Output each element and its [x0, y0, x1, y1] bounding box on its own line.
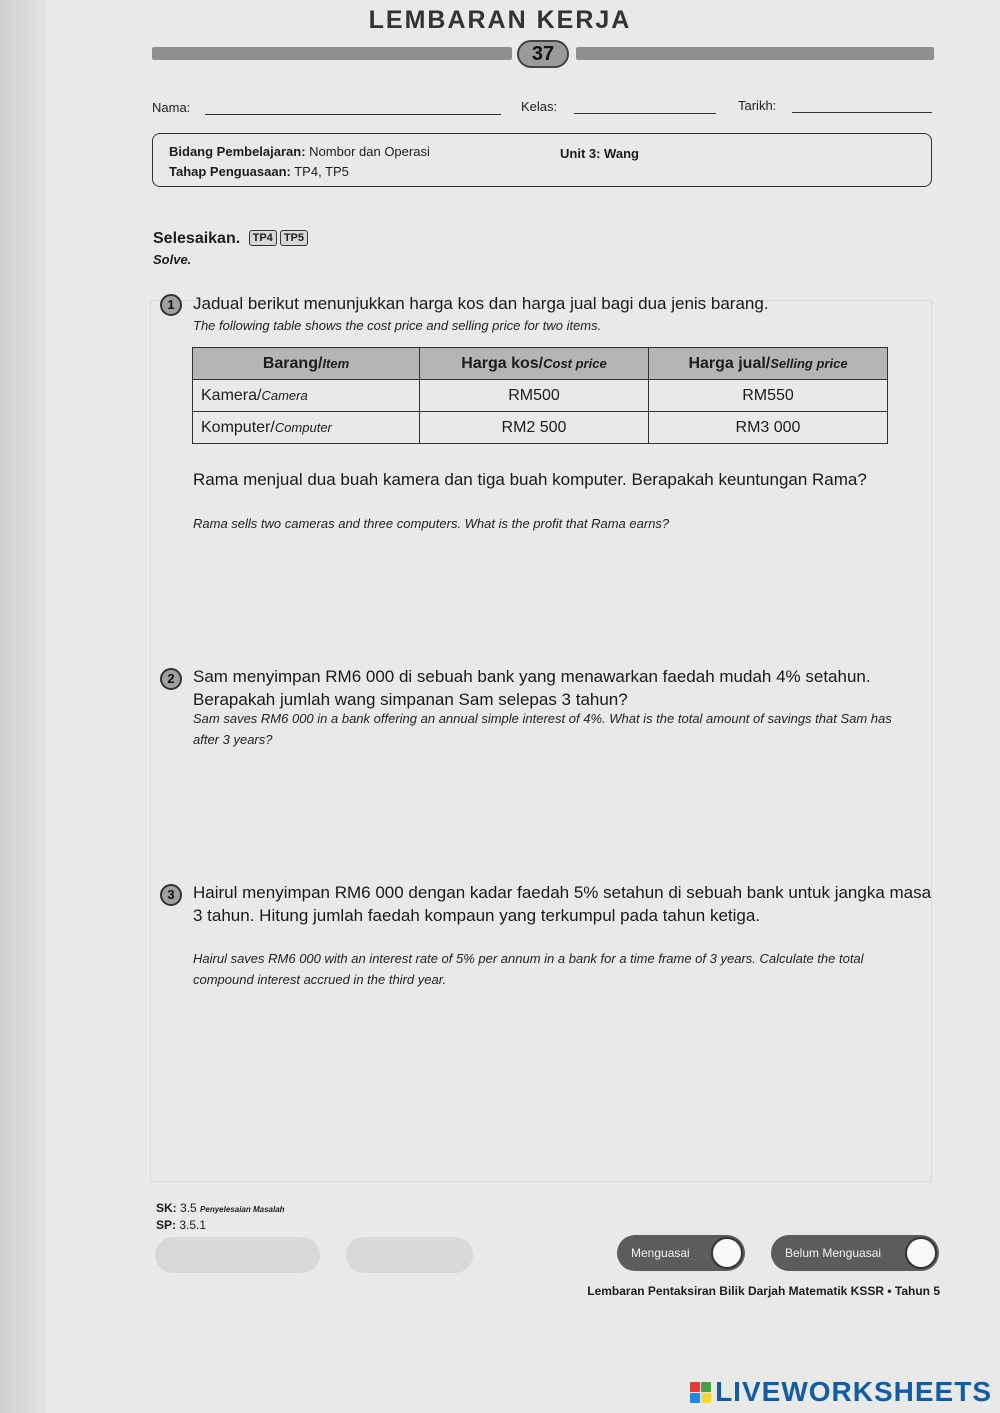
bidang-value: Nombor dan Operasi: [309, 144, 430, 159]
book-footer: Lembaran Pentaksiran Bilik Darjah Matematik KSSR • Tahun 5: [587, 1284, 940, 1298]
instruction-ms: Selesaikan.: [153, 230, 241, 247]
table-cell-cost: RM2 500: [420, 412, 649, 444]
worksheet-title: LEMBARAN KERJA: [368, 6, 632, 34]
instruction-heading: [153, 230, 308, 248]
question-2-text-en: Sam saves RM6 000 in a bank offering an annual simple interest of 4%. What is the total amount of savings that Sam has after 3 years?: [193, 711, 892, 747]
kelas-label: Kelas:: [521, 99, 558, 114]
question-3-text-en: Hairul saves RM6 000 with an interest rate of 5% per annum in a bank for a time frame of 3 years. Calculate the total compound interest accrued in the third year.: [193, 951, 864, 987]
table-cell-cost: RM500: [420, 380, 649, 412]
question-1-prompt-ms: Rama menjual dua buah kamera dan tiga buah komputer. Berapakah keuntungan Rama?: [193, 470, 867, 489]
tahap-label: Tahap Penguasaan:: [169, 164, 291, 179]
liveworksheets-text: LIVEWORKSHEETS: [715, 1376, 992, 1407]
belum-menguasai-button[interactable]: [771, 1235, 939, 1271]
belum-menguasai-checkbox[interactable]: [905, 1237, 937, 1269]
nama-label: Nama:: [152, 100, 191, 115]
liveworksheets-icon: [690, 1382, 711, 1403]
table-cell-item: Komputer/Computer: [193, 412, 420, 444]
question-3-answer-area[interactable]: [193, 1000, 913, 1170]
table-row: [193, 380, 888, 412]
belum-menguasai-label: Belum Menguasai: [785, 1246, 882, 1260]
question-1-number: 1: [160, 294, 182, 316]
table-header-row: [193, 348, 888, 380]
table-header-cost: Harga kos/Cost price: [420, 348, 649, 380]
question-2-text-ms: Sam menyimpan RM6 000 di sebuah bank yang menawarkan faedah mudah 4% setahun. Berapakah jumlah wang simpanan Sam selepas 3 tahun?: [193, 667, 871, 709]
table-cell-item: Kamera/Camera: [193, 380, 420, 412]
question-3-text-ms: Hairul menyimpan RM6 000 dengan kadar faedah 5% setahun di sebuah bank untuk jangka masa 3 tahun. Hitung jumlah faedah kompaun yang terkumpul pada tahun ketiga.: [193, 883, 932, 925]
menguasai-button[interactable]: [617, 1235, 745, 1271]
tarikh-field[interactable]: [792, 111, 932, 113]
learning-info-box: [152, 133, 932, 187]
sk-code: SK: 3.5 Penyelesaian Masalah: [156, 1201, 285, 1215]
kelas-field[interactable]: [574, 112, 716, 114]
liveworksheets-logo[interactable]: [690, 1376, 992, 1408]
question-1-answer-area[interactable]: [193, 545, 913, 655]
question-1-prompt-en: Rama sells two cameras and three computers. What is the profit that Rama earns?: [193, 516, 670, 531]
tahap-value: TP4, TP5: [294, 164, 349, 179]
question-3-number: 3: [160, 884, 182, 906]
menguasai-label: Menguasai: [631, 1246, 690, 1260]
faded-pill-right: [346, 1237, 473, 1273]
worksheet-number: 37: [517, 40, 569, 68]
table-header-item: Barang/Item: [193, 348, 420, 380]
tp5-badge: TP5: [280, 230, 308, 246]
menguasai-checkbox[interactable]: [711, 1237, 743, 1269]
page-edge: [0, 0, 46, 1413]
table-cell-selling: RM3 000: [649, 412, 888, 444]
unit-label: Unit 3: Wang: [560, 146, 639, 161]
sp-code: SP: 3.5.1: [156, 1218, 207, 1232]
question-1-text-en: The following table shows the cost price and selling price for two items.: [193, 318, 602, 333]
tp4-badge: TP4: [249, 230, 277, 246]
header-bar-left: [152, 47, 512, 60]
table-cell-selling: RM550: [649, 380, 888, 412]
faded-pill-left: [155, 1237, 320, 1273]
tarikh-label: Tarikh:: [738, 98, 777, 113]
tahap-row: [169, 164, 349, 179]
bidang-label: Bidang Pembelajaran:: [169, 144, 306, 159]
table-header-selling: Harga jual/Selling price: [649, 348, 888, 380]
question-1-text-ms: Jadual berikut menunjukkan harga kos dan harga jual bagi dua jenis barang.: [193, 294, 769, 313]
instruction-en: Solve.: [153, 252, 192, 267]
nama-field[interactable]: [205, 113, 501, 115]
question-2-number: 2: [160, 668, 182, 690]
bidang-row: [169, 144, 430, 159]
price-table: [192, 347, 888, 444]
question-2-answer-area[interactable]: [193, 760, 913, 870]
header-bar-right: [576, 47, 934, 60]
table-row: [193, 412, 888, 444]
